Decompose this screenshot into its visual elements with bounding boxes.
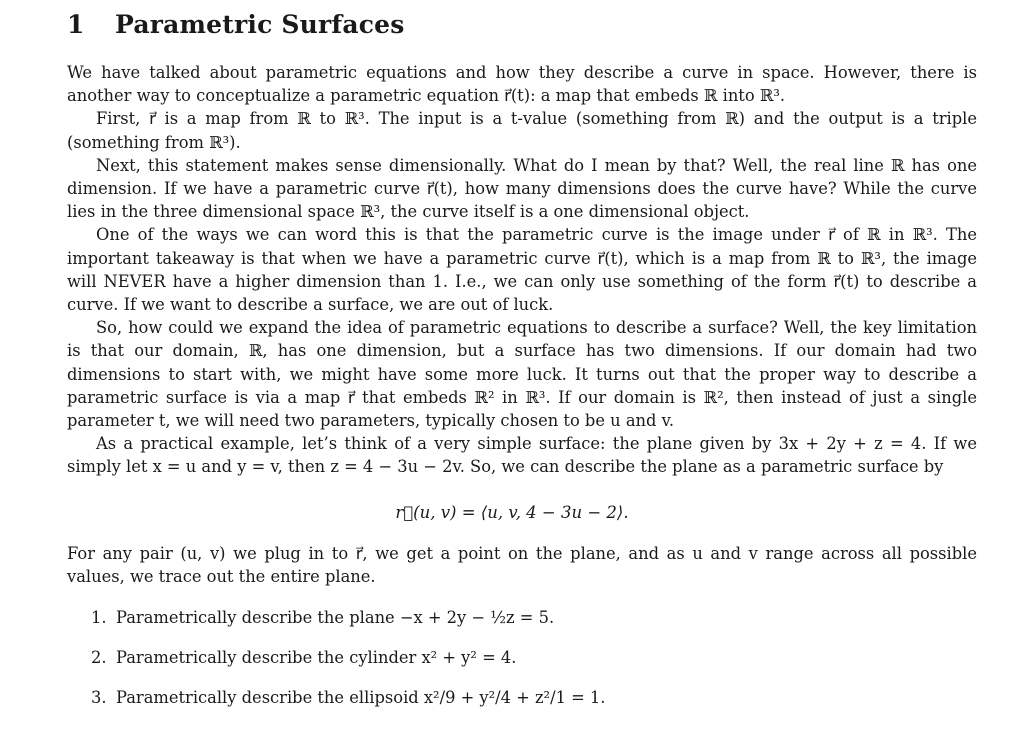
problem-text: Parametrically describe the cylinder x² + y² = 4. [116,648,517,667]
body-text [67,61,977,479]
problem-item [91,648,605,688]
paragraph-map: First, r⃗ is a map from ℝ to ℝ³. The input is a t-value (something from ℝ) and the output is a triple (something from ℝ³). [67,109,977,152]
problem-list [91,608,605,728]
paragraph-intro: We have talked about parametric equations and how they describe a curve in space. However, there is another way to conceptualize a parametric equation r⃗(t): a map that embeds ℝ into ℝ³. [67,63,977,106]
problem-number: 2. [91,648,107,667]
display-equation: r⃗(u, v) = ⟨u, v, 4 − 3u − 2⟩. [395,503,629,522]
section-number: 1 [67,10,85,39]
paragraph-example: As a practical example, let’s think of a very simple surface: the plane given by 3x + 2y + z = 4. If we simply let x = u and y = v, then z = 4 − 3u − 2v. So, we can describe the plane as a parametric surface by [67,434,977,477]
section-title: Parametric Surfaces [115,10,405,39]
problem-text: Parametrically describe the plane −x + 2y − ½z = 5. [116,608,555,627]
paragraph-dimension: Next, this statement makes sense dimensionally. What do I mean by that? Well, the real line ℝ has one dimension. If we have a parametric curve r⃗(t), how many dimensions does the curve have? While the curve lies in the three dimensional space ℝ³, the curve itself is a one dimensional object. [67,155,977,222]
problem-number: 3. [91,688,107,707]
problem-number: 1. [91,608,107,627]
paragraph-after-equation: For any pair (u, v) we plug in to r⃗, we get a point on the plane, and as u and v range across all possible values, we trace out the entire plane. [67,544,977,587]
problem-text: Parametrically describe the ellipsoid x²/9 + y²/4 + z²/1 = 1. [116,688,606,707]
paragraph-surface-idea: So, how could we expand the idea of parametric equations to describe a surface? Well, the key limitation is that our domain, ℝ, has one dimension, but a surface has two dimensions. If our domain had two dimensions to start with, we might have some more luck. It turns out that the proper way to describe a parametric surface is via a map r⃗ that embeds ℝ² in ℝ³. If our domain is ℝ², then instead of just a single parameter t, we will need two parameters, typically chosen to be u and v. [67,318,977,431]
problem-item [91,608,605,648]
paragraph-image: One of the ways we can word this is that the parametric curve is the image under r⃗ of ℝ in ℝ³. The important takeaway is that when we have a parametric curve r⃗(t), which is a map from ℝ to ℝ³, the image will NEVER have a higher dimension than 1. I.e., we can only use something of the form r⃗(t) to describe a curve. If we want to describe a surface, we are out of luck. [67,225,977,315]
problem-item [91,688,605,728]
section-heading [67,10,405,39]
